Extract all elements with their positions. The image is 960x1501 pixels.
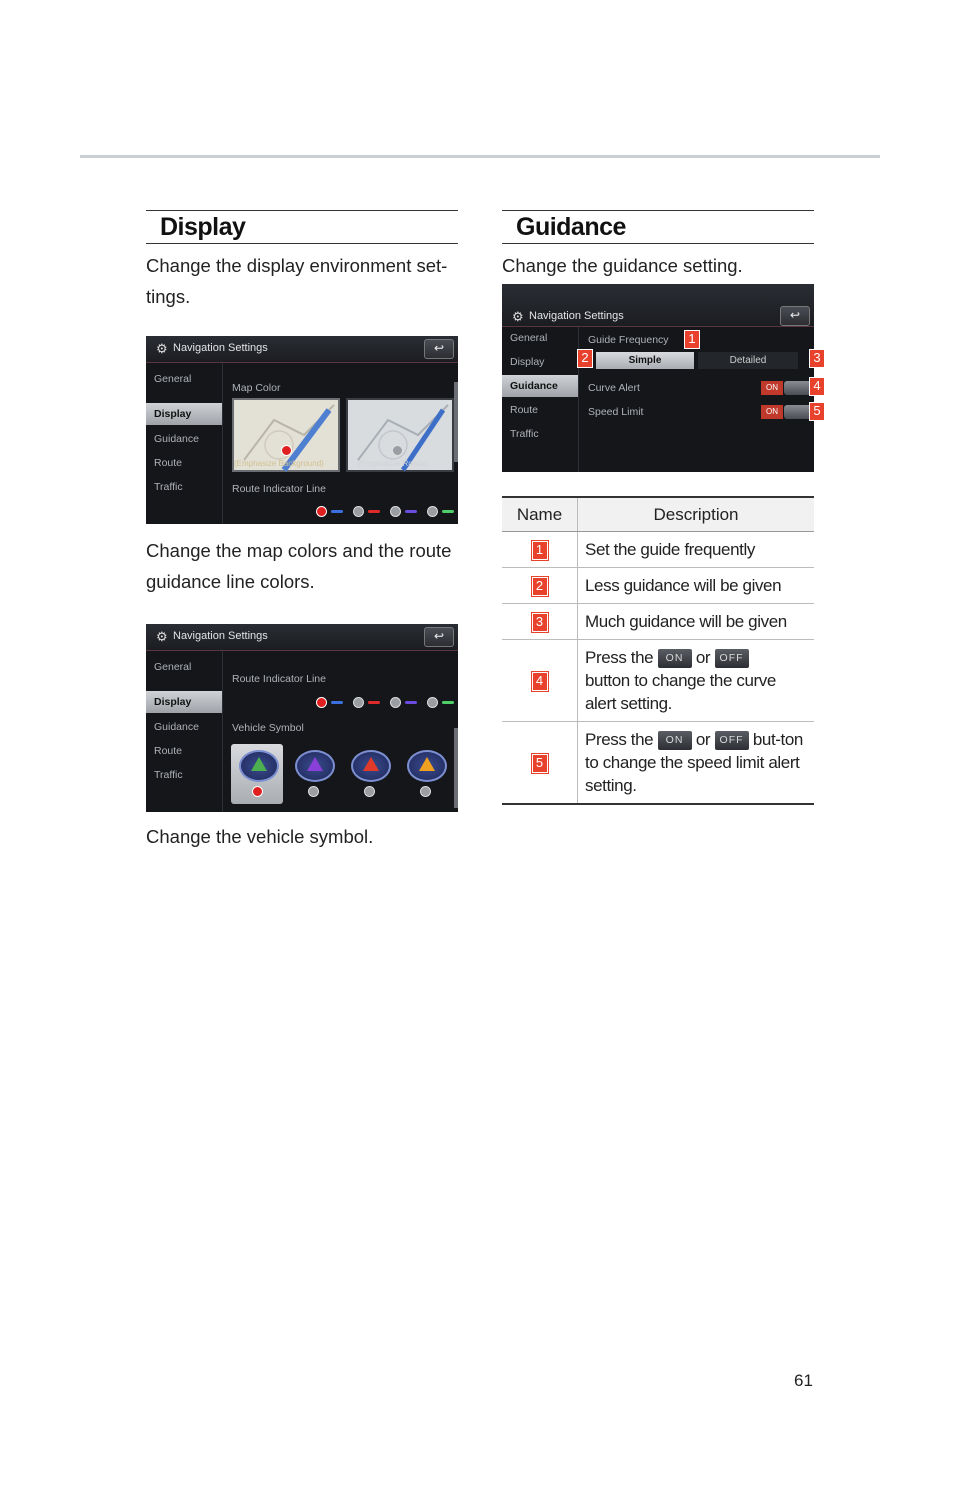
- vehicle-radio[interactable]: [364, 786, 375, 797]
- number-badge: 4: [532, 672, 548, 691]
- settings-sidebar: [146, 363, 223, 524]
- vehicle-option-orange[interactable]: [399, 744, 451, 804]
- on-button-icon: ON: [658, 649, 692, 668]
- table-header-row: [502, 497, 814, 532]
- vehicle-radio[interactable]: [308, 786, 319, 797]
- blue-line-swatch: [331, 510, 343, 513]
- number-badge: 3: [532, 613, 548, 632]
- vehicle-symbol-screenshot: [146, 624, 458, 812]
- sidebar-item-route[interactable]: Route: [510, 404, 539, 416]
- purple-line-swatch: [405, 510, 417, 513]
- settings-sidebar: [146, 651, 223, 812]
- on-button-icon: ON: [658, 731, 692, 750]
- name-column-header: Name: [502, 497, 578, 532]
- sidebar-item-display[interactable]: Display: [146, 403, 222, 425]
- speed-limit-description: but-ton to change the speed limit alert setting.: [585, 730, 803, 795]
- row-description: [578, 722, 815, 805]
- callout-4: 4: [809, 377, 825, 396]
- map-colors-caption: Change the map colors and the route guidance line colors.: [146, 540, 452, 592]
- back-button[interactable]: [424, 339, 454, 359]
- guidance-intro: Change the guidance setting.: [502, 255, 743, 276]
- sidebar-item-traffic[interactable]: Traffic: [154, 769, 183, 781]
- press-the-text: Press the: [585, 648, 654, 667]
- table-row: [502, 568, 814, 604]
- detailed-option-button[interactable]: Detailed: [698, 352, 798, 369]
- vehicle-option-red[interactable]: [343, 744, 395, 804]
- vehicle-radio[interactable]: [252, 786, 263, 797]
- vehicle-radio[interactable]: [420, 786, 431, 797]
- sidebar-item-general[interactable]: General: [154, 661, 192, 673]
- sidebar-item-guidance[interactable]: Guidance: [502, 375, 578, 397]
- callout-1: 1: [684, 330, 700, 349]
- sidebar-item-display[interactable]: Display: [510, 356, 545, 368]
- red-line-swatch: [368, 701, 380, 704]
- route-color-radio-green[interactable]: [427, 697, 438, 708]
- vehicle-red-arrow-icon: [351, 750, 391, 782]
- route-color-radio-purple[interactable]: [390, 697, 401, 708]
- red-line-swatch: [368, 510, 380, 513]
- curve-alert-label: Curve Alert: [588, 382, 640, 394]
- guidance-screenshot: [502, 284, 821, 472]
- settings-title: Navigation Settings: [173, 630, 268, 642]
- or-text: or: [695, 648, 711, 667]
- settings-title: Navigation Settings: [173, 342, 268, 354]
- guide-frequency-label: Guide Frequency: [588, 334, 669, 346]
- sidebar-item-general[interactable]: General: [154, 373, 192, 385]
- callout-3: 3: [809, 349, 825, 368]
- callout-5: 5: [809, 402, 825, 421]
- number-badge: 5: [532, 754, 548, 773]
- sidebar-item-route[interactable]: Route: [154, 745, 183, 757]
- vehicle-option-green[interactable]: [231, 744, 283, 804]
- return-arrow-icon: ↩: [789, 308, 801, 322]
- route-color-radio-red[interactable]: [353, 697, 364, 708]
- sidebar-item-guidance[interactable]: Guidance: [154, 721, 199, 733]
- route-indicator-line-label: Route Indicator Line: [232, 483, 326, 495]
- guidance-title: Guidance: [516, 213, 626, 241]
- gear-icon: ⚙: [156, 341, 168, 356]
- speed-limit-label: Speed Limit: [588, 406, 644, 418]
- emphasize-background-label: (Emphasize Background): [234, 459, 324, 468]
- sidebar-item-traffic[interactable]: Traffic: [154, 481, 183, 493]
- return-arrow-icon: ↩: [433, 341, 445, 355]
- route-color-radio-red[interactable]: [353, 506, 364, 517]
- route-line-color-options: [316, 506, 460, 517]
- number-badge: 1: [532, 541, 548, 560]
- callout-2: 2: [577, 349, 593, 368]
- route-color-radio-purple[interactable]: [390, 506, 401, 517]
- description-column-header: Description: [578, 497, 815, 532]
- row-description: Less guidance will be given: [578, 568, 815, 604]
- sidebar-item-traffic[interactable]: Traffic: [510, 428, 539, 440]
- row-description: [578, 640, 815, 722]
- table-row: [502, 722, 814, 805]
- guidance-section-header: [502, 210, 814, 244]
- gear-icon: ⚙: [512, 309, 524, 324]
- map-color-screenshot: [146, 336, 458, 524]
- map-option2-radio[interactable]: [392, 445, 403, 456]
- vehicle-orange-arrow-icon: [407, 750, 447, 782]
- vehicle-green-arrow-icon: [239, 750, 279, 782]
- settings-header: [502, 284, 814, 327]
- map-color-label: Map Color: [232, 382, 281, 394]
- route-color-radio-blue[interactable]: [316, 697, 327, 708]
- sidebar-item-display[interactable]: Display: [146, 691, 222, 713]
- route-indicator-line-label: Route Indicator Line: [232, 673, 326, 685]
- scrollbar[interactable]: [454, 728, 458, 808]
- settings-title: Navigation Settings: [529, 310, 624, 322]
- settings-sidebar: [502, 327, 579, 472]
- vehicle-purple-arrow-icon: [295, 750, 335, 782]
- green-line-swatch: [442, 510, 454, 513]
- blue-line-swatch: [331, 701, 343, 704]
- vehicle-option-purple[interactable]: [287, 744, 339, 804]
- curve-alert-on-button[interactable]: ON: [761, 381, 783, 395]
- or-text: or: [695, 730, 711, 749]
- sidebar-item-general[interactable]: General: [510, 332, 548, 344]
- route-color-radio-blue[interactable]: [316, 506, 327, 517]
- route-line-color-options: [316, 697, 460, 708]
- display-section-header: [146, 210, 458, 244]
- map-option1-radio[interactable]: [281, 445, 292, 456]
- settings-header: [146, 624, 458, 651]
- table-row: [502, 640, 814, 722]
- table-row: [502, 532, 814, 568]
- off-button-icon: OFF: [715, 731, 749, 750]
- purple-line-swatch: [405, 701, 417, 704]
- top-rule: [80, 155, 880, 158]
- guidance-table: [502, 496, 814, 805]
- display-intro: Change the display environment set-tings.: [146, 255, 448, 307]
- vehicle-symbol-label: Vehicle Symbol: [232, 722, 304, 734]
- gear-icon: ⚙: [156, 629, 168, 644]
- number-badge: 2: [532, 577, 548, 596]
- row-description: Set the guide frequently: [578, 532, 815, 568]
- table-row: [502, 604, 814, 640]
- sidebar-item-route[interactable]: Route: [154, 457, 183, 469]
- curve-alert-description: button to change the curve alert setting.: [585, 671, 776, 713]
- simple-option-button[interactable]: Simple: [596, 352, 694, 369]
- scrollbar[interactable]: [454, 382, 458, 462]
- vehicle-symbol-caption: Change the vehicle symbol.: [146, 826, 374, 847]
- route-color-radio-green[interactable]: [427, 506, 438, 517]
- emphasize-roads-label: (Emphasize Roads): [358, 459, 429, 468]
- row-description: Much guidance will be given: [578, 604, 815, 640]
- off-button-icon: OFF: [715, 649, 749, 668]
- page-number: 61: [794, 1371, 813, 1390]
- green-line-swatch: [442, 701, 454, 704]
- settings-header: [146, 336, 458, 363]
- display-title: Display: [160, 213, 246, 241]
- speed-limit-on-button[interactable]: ON: [761, 405, 783, 419]
- return-arrow-icon: ↩: [433, 629, 445, 643]
- back-button[interactable]: [780, 306, 810, 326]
- back-button[interactable]: [424, 627, 454, 647]
- sidebar-item-guidance[interactable]: Guidance: [154, 433, 199, 445]
- press-the-text: Press the: [585, 730, 654, 749]
